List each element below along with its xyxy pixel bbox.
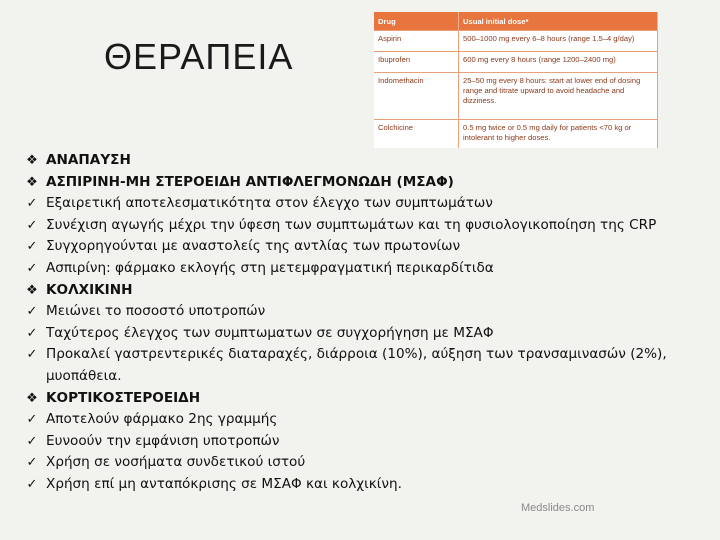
table-header-dose: Usual initial dose* [459, 12, 658, 31]
list-item [24, 280, 684, 302]
list-item [24, 258, 684, 280]
list-item [24, 431, 684, 453]
table-header-drug: Drug [374, 12, 459, 31]
table-row [374, 52, 658, 73]
table-row [374, 73, 658, 120]
list-item [24, 236, 684, 258]
list-item [24, 452, 684, 474]
dosage-table [374, 12, 658, 148]
list-item-text: Προκαλεί γαστρεντερικές διαταραχές, διάρροια (10%), αύξηση των τρανσαμινασών (2%), μυοπάθεια. [46, 346, 667, 384]
list-item [24, 344, 684, 387]
table-cell-drug: Colchicine [374, 120, 459, 149]
list-item-text: ΚΟΛΧΙΚΙΝΗ [46, 281, 133, 298]
table-cell-drug: Ibuprofen [374, 52, 459, 73]
check-bullet-icon: ✓ [26, 412, 38, 428]
table-cell-dose: 600 mg every 8 hours (range 1200–2400 mg) [459, 52, 658, 73]
diamond-bullet-icon: ❖ [26, 153, 38, 168]
check-bullet-icon: ✓ [26, 239, 38, 255]
check-bullet-icon: ✓ [26, 325, 38, 341]
check-bullet-icon: ✓ [26, 476, 38, 492]
list-item-text: Αποτελούν φάρμακο 2ης γραμμής [46, 411, 278, 428]
list-item-text: Συγχορηγούνται με αναστολείς της αντλίας των πρωτονίων [46, 238, 461, 255]
diamond-bullet-icon: ❖ [26, 174, 38, 190]
check-bullet-icon: ✓ [26, 217, 38, 233]
table-cell-dose: 0.5 mg twice or 0.5 mg daily for patients <70 kg or intolerant to higher doses. [459, 120, 658, 149]
table-row [374, 120, 658, 149]
list-item [24, 388, 684, 410]
list-item [24, 323, 684, 345]
list-item-text: Ταχύτερος έλεγχος των συμπτωματων σε συγχορήγηση με ΜΣΑΦ [46, 324, 494, 341]
check-bullet-icon: ✓ [26, 347, 38, 363]
list-item-text: Μειώνει το ποσοστό υποτροπών [46, 303, 266, 320]
footer-watermark: Medslides.com [521, 502, 595, 514]
check-bullet-icon: ✓ [26, 260, 38, 276]
list-item-text: Συνέχιση αγωγής μέχρι την ύφεση των συμπτωμάτων και τη φυσιολογικοποίηση της CRP [46, 216, 657, 233]
check-bullet-icon: ✓ [26, 433, 38, 449]
list-item [24, 172, 684, 194]
list-item-text: ΑΝΑΠΑΥΣΗ [46, 152, 131, 168]
slide-title: ΘΕΡΑΠΕΙΑ [104, 36, 294, 77]
list-item-text: Ασπιρίνη: φάρμακο εκλογής στη μετεμφραγματική περικαρδίτιδα [46, 259, 494, 276]
table-header-row [374, 12, 658, 31]
list-item [24, 301, 684, 323]
check-bullet-icon: ✓ [26, 196, 38, 212]
table-cell-dose: 500–1000 mg every 6–8 hours (range 1.5–4 g/day) [459, 31, 658, 52]
list-item [24, 215, 684, 237]
check-bullet-icon: ✓ [26, 304, 38, 320]
diamond-bullet-icon: ❖ [26, 282, 38, 298]
table-cell-drug: Aspirin [374, 31, 459, 52]
list-item-text: Χρήση επί μη ανταπόκρισης σε ΜΣΑΦ και κολχικίνη. [46, 475, 402, 492]
list-item-text: ΑΣΠΙΡΙΝΗ-ΜΗ ΣΤΕΡΟΕΙΔΗ ΑΝΤΙΦΛΕΓΜΟΝΩΔΗ (ΜΣΑΦ) [46, 173, 454, 190]
check-bullet-icon: ✓ [26, 455, 38, 471]
list-item-text: ΚΟΡΤΙΚΟΣΤΕΡΟΕΙΔΗ [46, 389, 201, 406]
table-row [374, 31, 658, 52]
diamond-bullet-icon: ❖ [26, 390, 38, 406]
list-item [24, 150, 684, 172]
table-cell-drug: Indomethacin [374, 73, 459, 120]
list-item [24, 193, 684, 215]
table-cell-dose: 25–50 mg every 8 hours: start at lower end of dosing range and titrate upward to avoid headache and dizziness. [459, 73, 658, 120]
list-item-text: Χρήση σε νοσήματα συνδετικού ιστού [46, 454, 306, 471]
list-item-text: Εξαιρετική αποτελεσματικότητα στον έλεγχο των συμπτωμάτων [46, 195, 493, 212]
list-item-text: Ευνοούν την εμφάνιση υποτροπών [46, 432, 280, 449]
list-item [24, 474, 684, 496]
list-item [24, 409, 684, 431]
bullet-list [24, 150, 684, 496]
